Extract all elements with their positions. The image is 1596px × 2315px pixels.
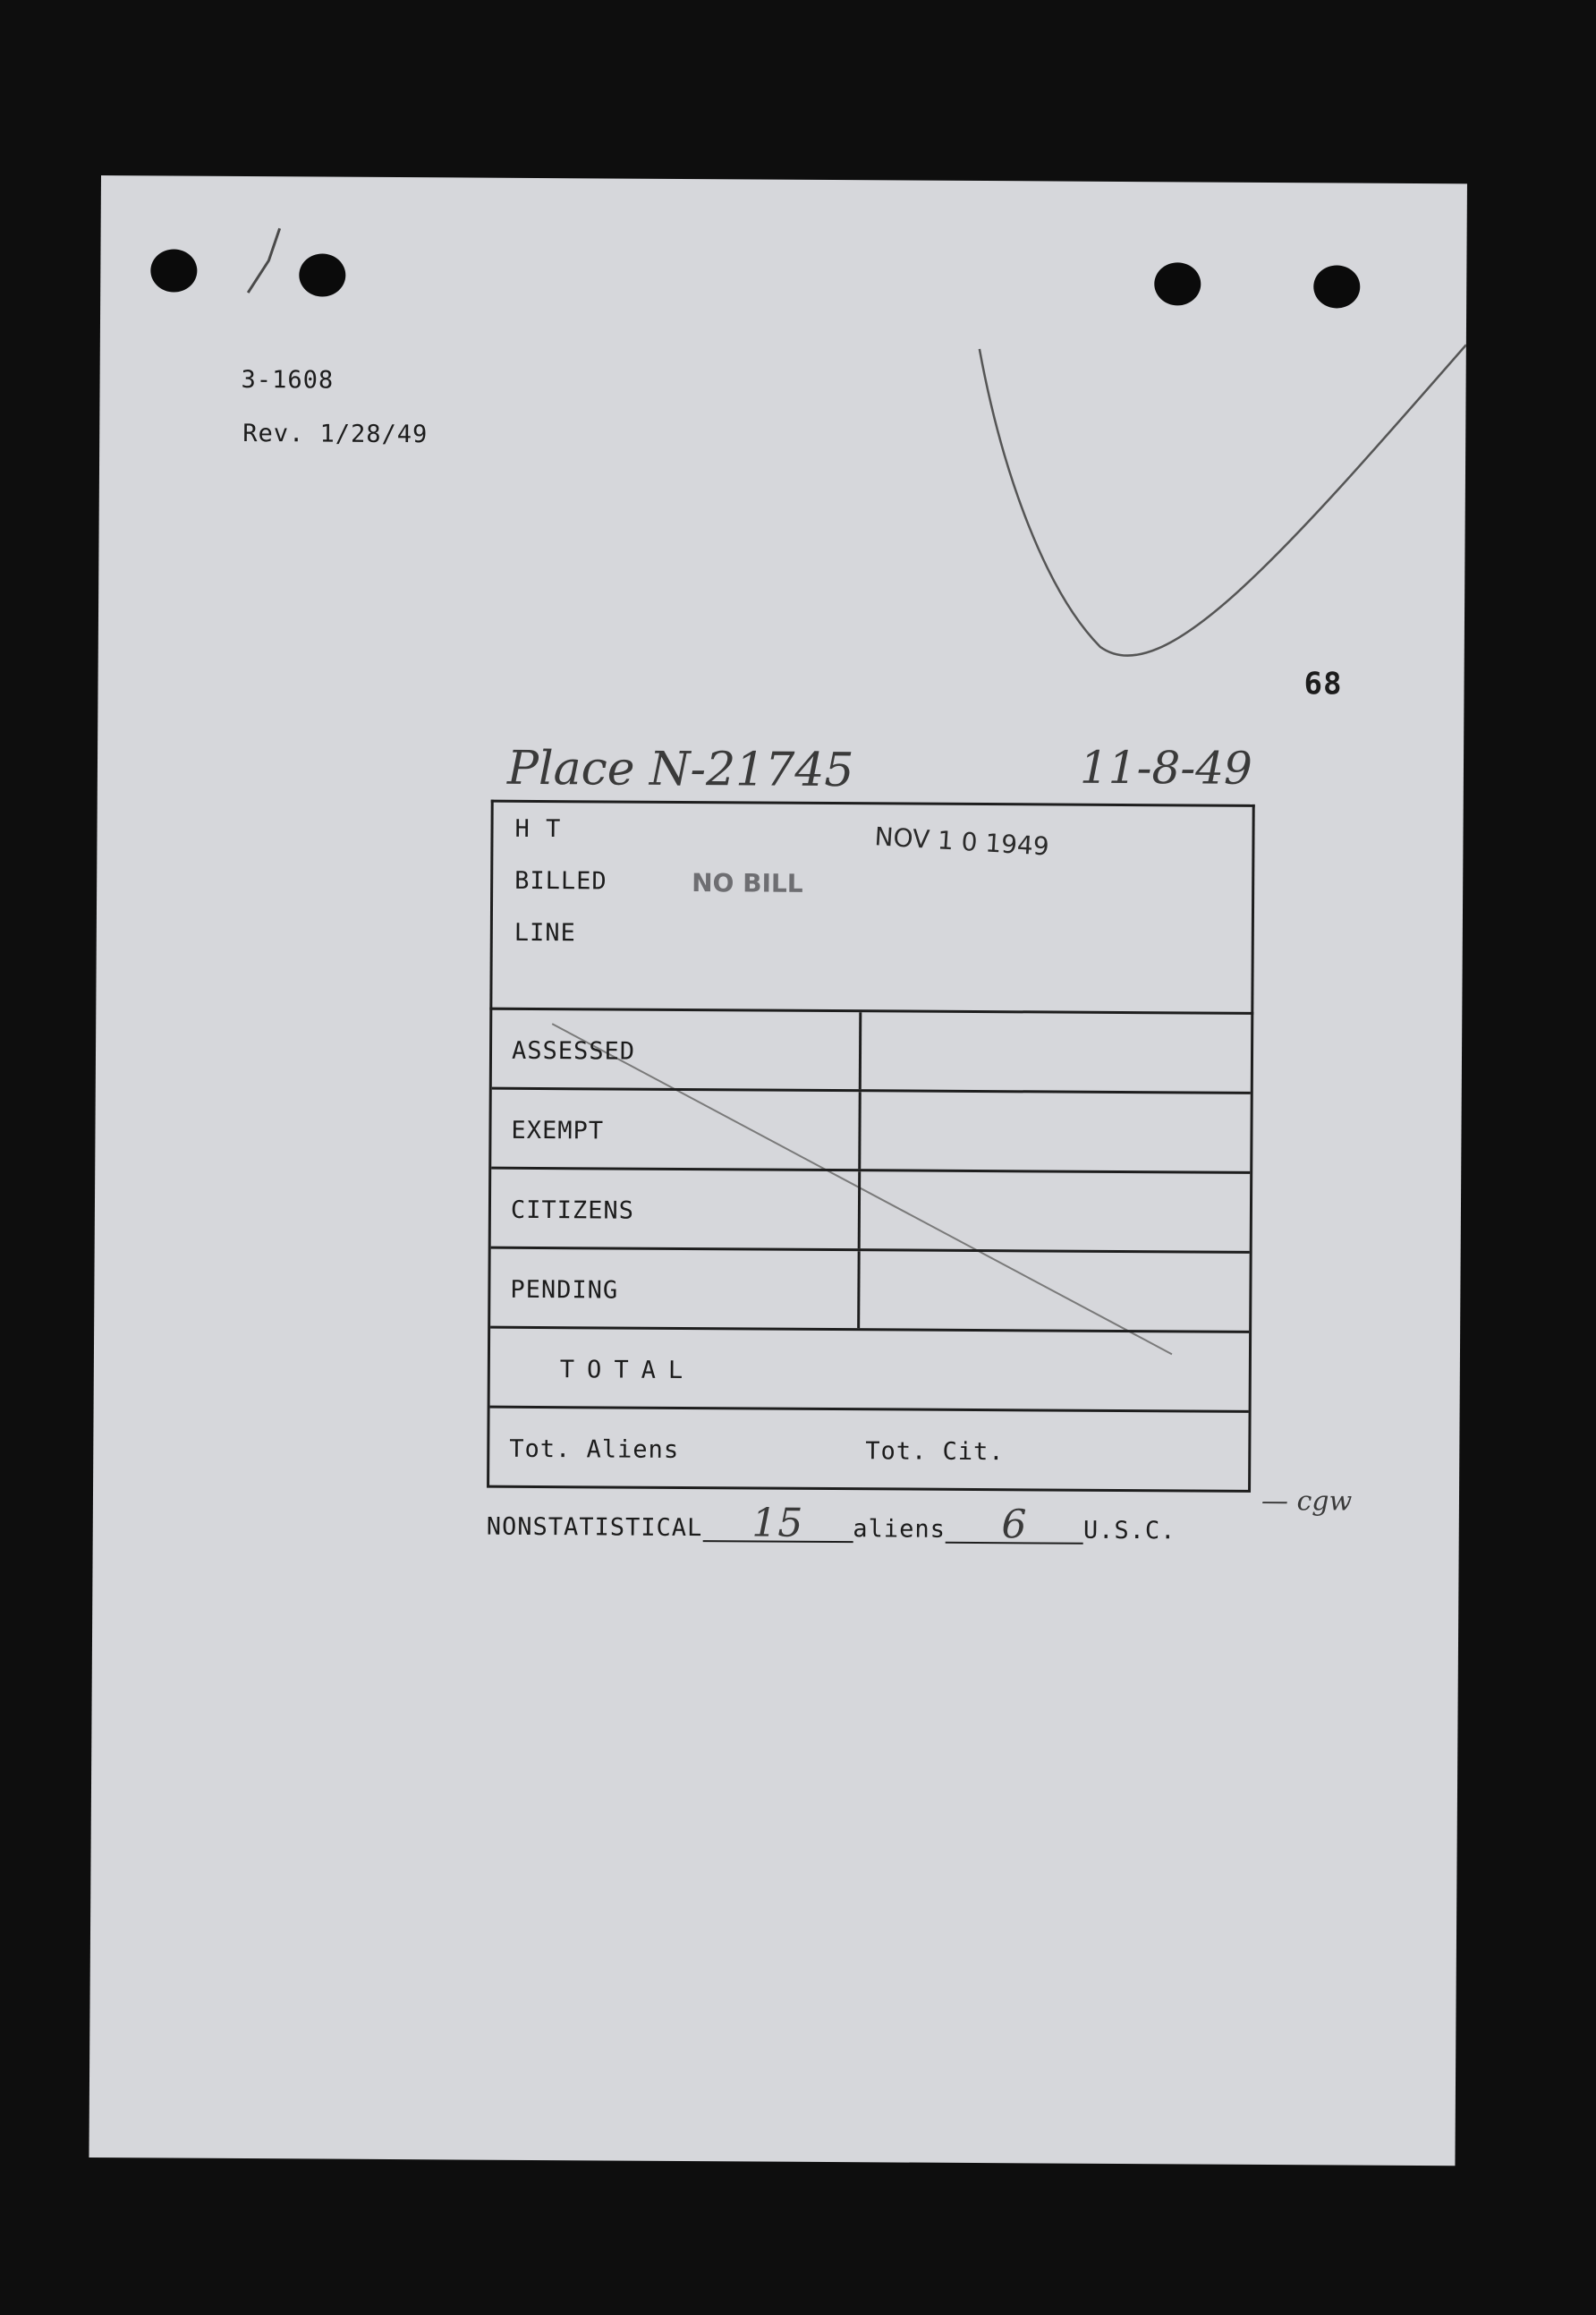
table-row [490, 1249, 1250, 1333]
table-row [492, 1010, 1252, 1094]
row-label-cell [491, 1170, 862, 1249]
exempt-value [861, 1092, 1251, 1171]
aliens-value: 6 [1001, 1502, 1028, 1548]
citizens-value [861, 1171, 1251, 1251]
handwritten-initials: — cgw [1261, 1485, 1353, 1518]
pending-value [860, 1251, 1250, 1331]
assessed-label: ASSESSED [511, 1036, 636, 1066]
nonstatistical-line [486, 1494, 1176, 1548]
revision-date: Rev. 1/28/49 [242, 419, 429, 449]
large-check-stroke [978, 342, 1466, 658]
line-label: LINE [514, 918, 576, 948]
table-row [491, 1170, 1251, 1254]
billed-label: BILLED [514, 866, 607, 896]
aliens-blank [946, 1496, 1083, 1548]
tot-cit-label: Tot. Cit. [865, 1437, 1005, 1467]
total-row [490, 1329, 1250, 1413]
ht-label: H T [514, 814, 562, 844]
nonstatistical-label: NONSTATISTICAL [486, 1512, 703, 1543]
row-label-cell [490, 1249, 861, 1329]
aliens-label: aliens [853, 1515, 946, 1544]
citizens-label: CITIZENS [510, 1196, 635, 1225]
tot-aliens-label: Tot. Aliens [509, 1434, 680, 1464]
place-reference: Place N-21745 [506, 741, 854, 798]
total-label: TOTAL [559, 1356, 696, 1385]
row-label-cell [492, 1010, 862, 1090]
pending-label: PENDING [510, 1275, 619, 1305]
date-stamp: NOV 1 0 1949 [873, 821, 1050, 862]
usc-label: U.S.C. [1082, 1516, 1176, 1545]
exempt-label: EXEMPT [511, 1116, 605, 1145]
row-label-cell [491, 1090, 862, 1170]
check-mark-stroke [248, 228, 279, 293]
form-number: 3-1608 [241, 365, 335, 395]
nonstatistical-blank [702, 1494, 853, 1546]
form-header-box [489, 800, 1254, 1015]
page-number: 68 [1303, 666, 1343, 702]
nonstatistical-value: 15 [751, 1500, 804, 1546]
table-row [491, 1090, 1251, 1174]
totals-breakdown-row [489, 1409, 1249, 1490]
no-bill-stamp: NO BILL [692, 868, 803, 898]
document-page [89, 175, 1467, 2166]
form-table [487, 1008, 1253, 1493]
assessed-value [862, 1012, 1252, 1092]
handwritten-date: 11-8-49 [1079, 741, 1253, 795]
